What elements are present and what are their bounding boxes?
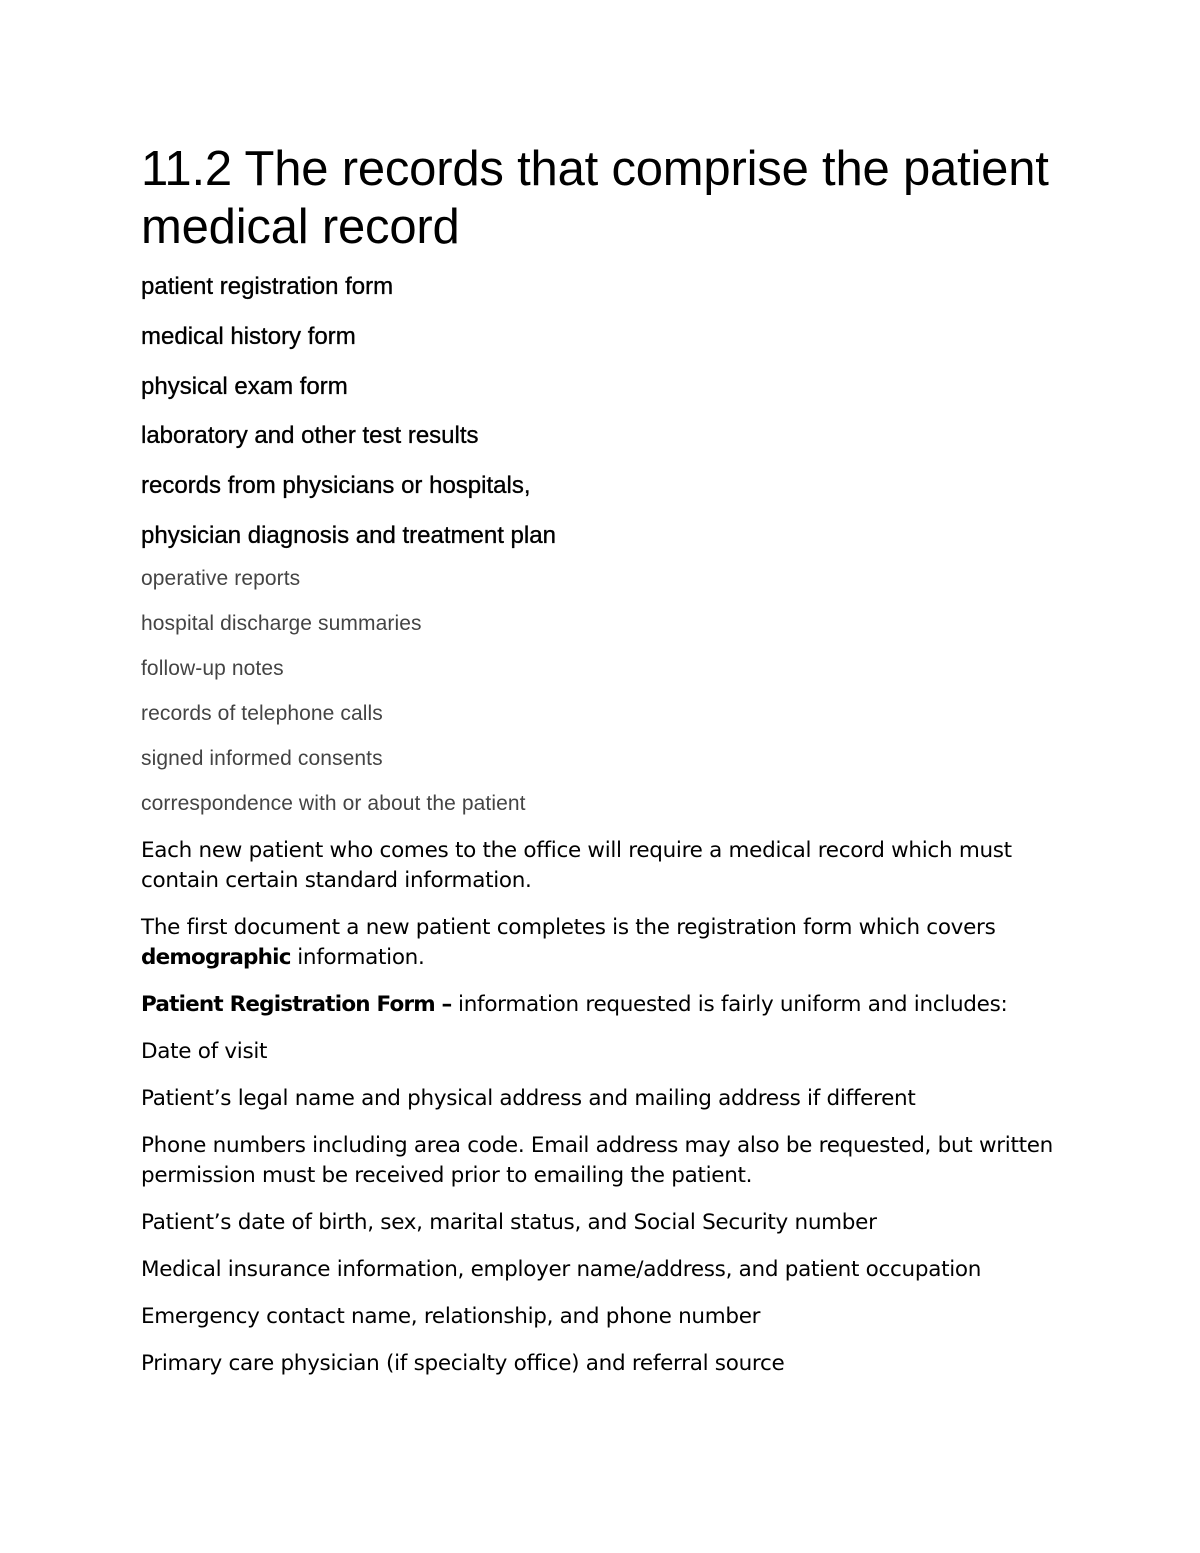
list-item: signed informed consents — [141, 746, 383, 770]
list-item: physical exam form — [141, 372, 348, 400]
list-item: records from physicians or hospitals, — [141, 472, 531, 500]
primary-records-list — [141, 272, 1061, 551]
document-page — [141, 140, 1061, 1396]
bold-term: demographic — [141, 944, 291, 970]
list-item: physician diagnosis and treatment plan — [141, 521, 556, 549]
list-item: laboratory and other test results — [141, 422, 479, 450]
list-item: operative reports — [141, 566, 301, 590]
new-patient-paragraph: Each new patient who comes to the office will require a medical record which must contain certain standard information. — [141, 837, 1012, 893]
registration-item: Phone numbers including area code. Email address may also be requested, but written permission must be received prior to emailing the patient. — [141, 1132, 1053, 1188]
paragraph-text: The first document a new patient completes is the registration form which covers — [141, 914, 996, 940]
registration-item: Patient’s date of birth, sex, marital status, and Social Security number — [141, 1209, 877, 1235]
list-item: hospital discharge summaries — [141, 611, 422, 635]
page-title: 11.2 The records that comprise the patient medical record — [141, 142, 1049, 254]
list-item: follow-up notes — [141, 656, 284, 680]
other-records-list — [141, 566, 1061, 817]
section-label: Patient Registration Form – — [141, 991, 452, 1017]
registration-item: Date of visit — [141, 1038, 268, 1064]
registration-item: Primary care physician (if specialty office) and referral source — [141, 1350, 785, 1376]
registration-item: Emergency contact name, relationship, and phone number — [141, 1303, 761, 1329]
list-item: patient registration form — [141, 273, 394, 300]
paragraph-text: information. — [290, 944, 425, 970]
registration-item: Medical insurance information, employer name/address, and patient occupation — [141, 1256, 982, 1282]
registration-intro — [141, 990, 1061, 1020]
paragraph-text: information requested is fairly uniform and includes: — [451, 991, 1008, 1017]
first-document-paragraph — [141, 913, 1061, 973]
list-item: medical history form — [141, 322, 356, 350]
list-item: records of telephone calls — [141, 701, 383, 725]
list-item: correspondence with or about the patient — [141, 791, 526, 815]
registration-item: Patient’s legal name and physical address and mailing address if different — [141, 1085, 916, 1111]
